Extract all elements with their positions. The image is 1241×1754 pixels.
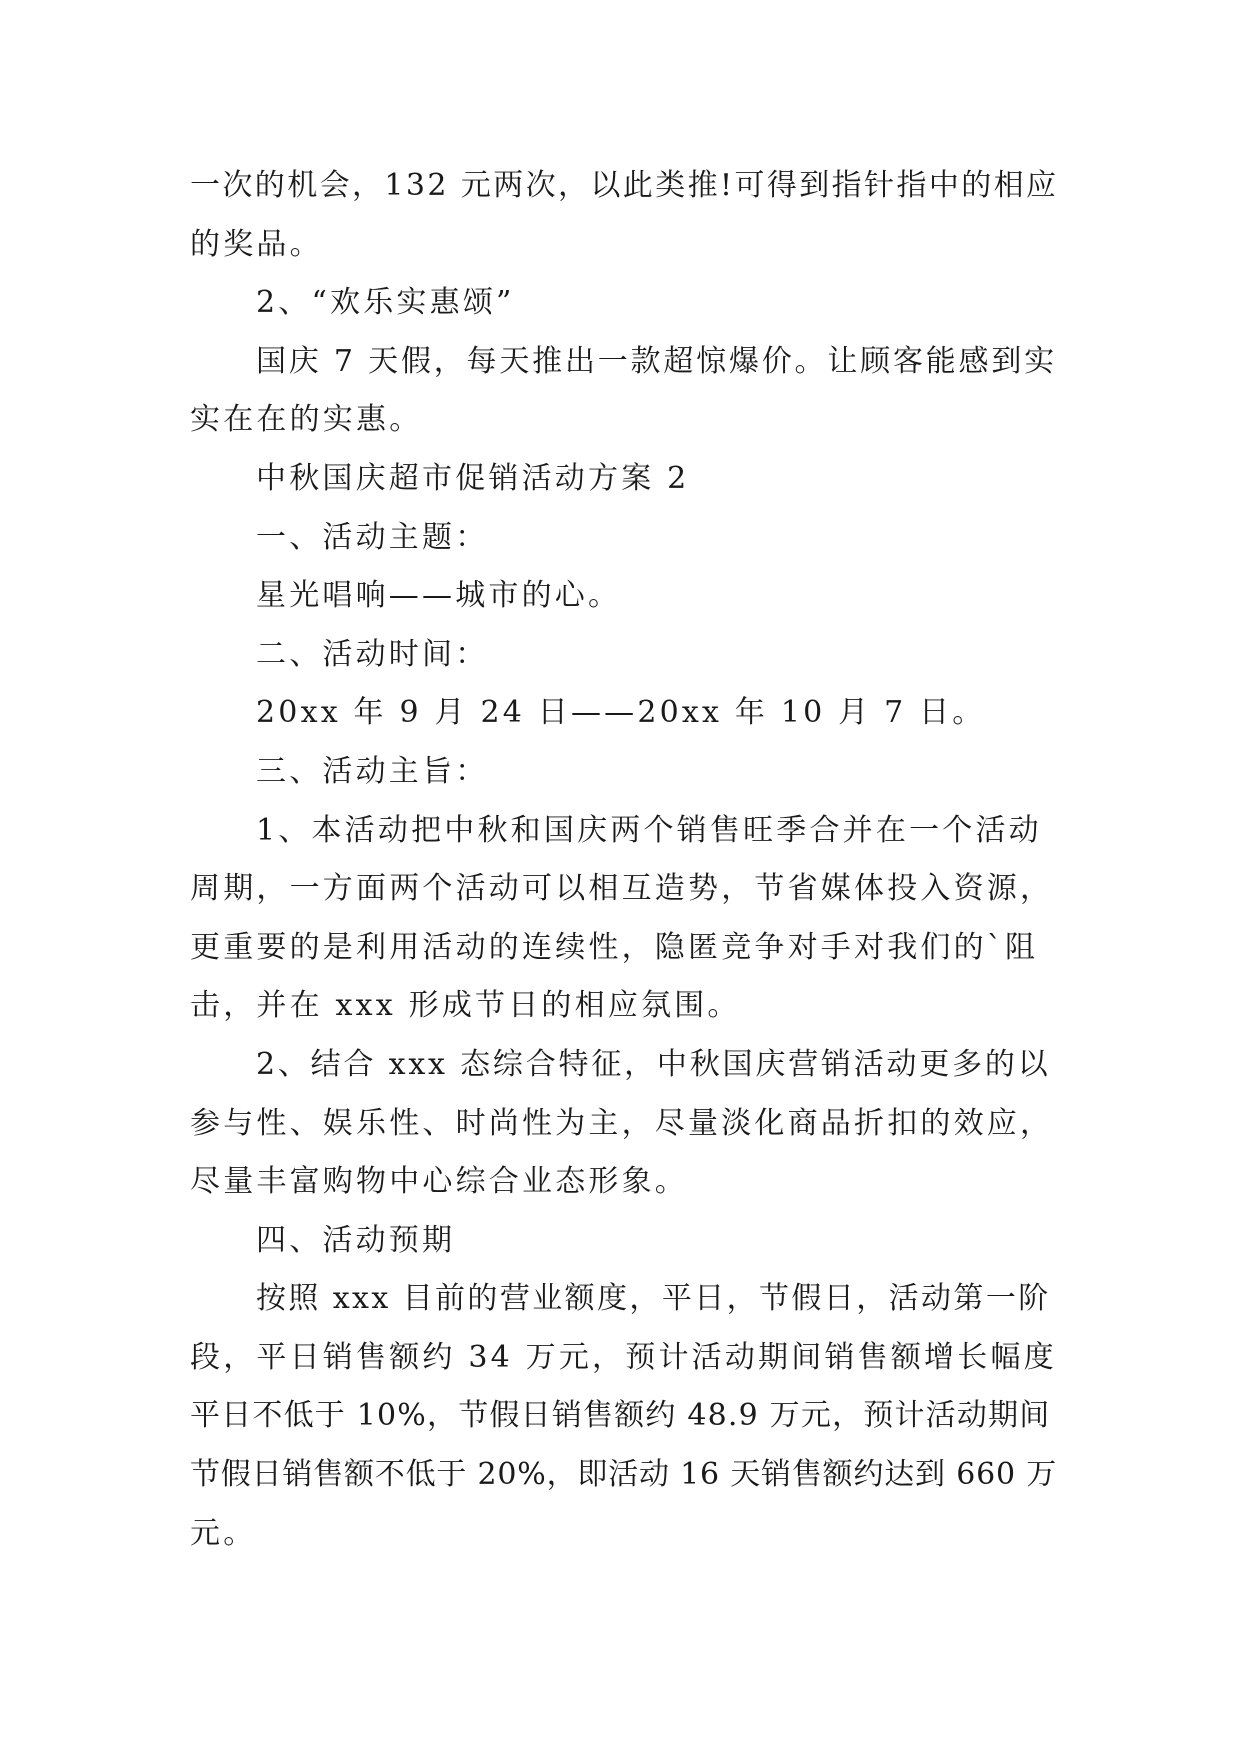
text-line: 参与性、娱乐性、时尚性为主，尽量淡化商品折扣的效应，	[190, 1105, 1054, 1141]
text-line: 周期，一方面两个活动可以相互造势，节省媒体投入资源，	[190, 871, 1054, 907]
text-line: 实在在的实惠。	[190, 402, 423, 438]
text-line: 更重要的是利用活动的连续性，隐匿竞争对手对我们的`阻	[190, 929, 1039, 965]
text-line: 按照 xxx 目前的营业额度，平日，节假日，活动第一阶	[256, 1281, 1051, 1317]
document-body	[190, 157, 1060, 1563]
section-heading: 二、活动时间：	[256, 636, 489, 672]
text-line: 星光唱响——城市的心。	[256, 578, 622, 614]
text-line: 元。	[190, 1515, 257, 1551]
text-line: 1、本活动把中秋和国庆两个销售旺季合并在一个活动	[256, 812, 1042, 848]
text-line: 段，平日销售额约 34 万元，预计活动期间销售额增长幅度	[190, 1339, 1057, 1375]
section-heading: 一、活动主题：	[256, 519, 489, 555]
section-heading: 四、活动预期	[256, 1222, 456, 1258]
document-title: 中秋国庆超市促销活动方案 2	[256, 460, 690, 496]
section-heading: 三、活动主旨：	[256, 753, 489, 789]
section-heading: 2、“欢乐实惠颂”	[256, 285, 515, 321]
text-line: 尽量丰富购物中心综合业态形象。	[190, 1164, 688, 1200]
text-line: 国庆 7 天假，每天推出一款超惊爆价。让顾客能感到实	[256, 343, 1057, 379]
text-line: 节假日销售额不低于 20%，即活动 16 天销售额约达到 660 万	[190, 1457, 1057, 1493]
text-line: 平日不低于 10%，节假日销售额约 48.9 万元，预计活动期间	[190, 1398, 1051, 1434]
text-line: 击，并在 xxx 形成节日的相应氛围。	[190, 988, 741, 1024]
text-line: 一次的机会，132 元两次，以此类推!可得到指针指中的相应	[190, 168, 1059, 203]
text-line: 2、结合 xxx 态综合特征，中秋国庆营销活动更多的以	[256, 1046, 1051, 1082]
text-line: 20xx 年 9 月 24 日——20xx 年 10 月 7 日。	[256, 695, 986, 731]
text-line: 的奖品。	[190, 226, 323, 262]
